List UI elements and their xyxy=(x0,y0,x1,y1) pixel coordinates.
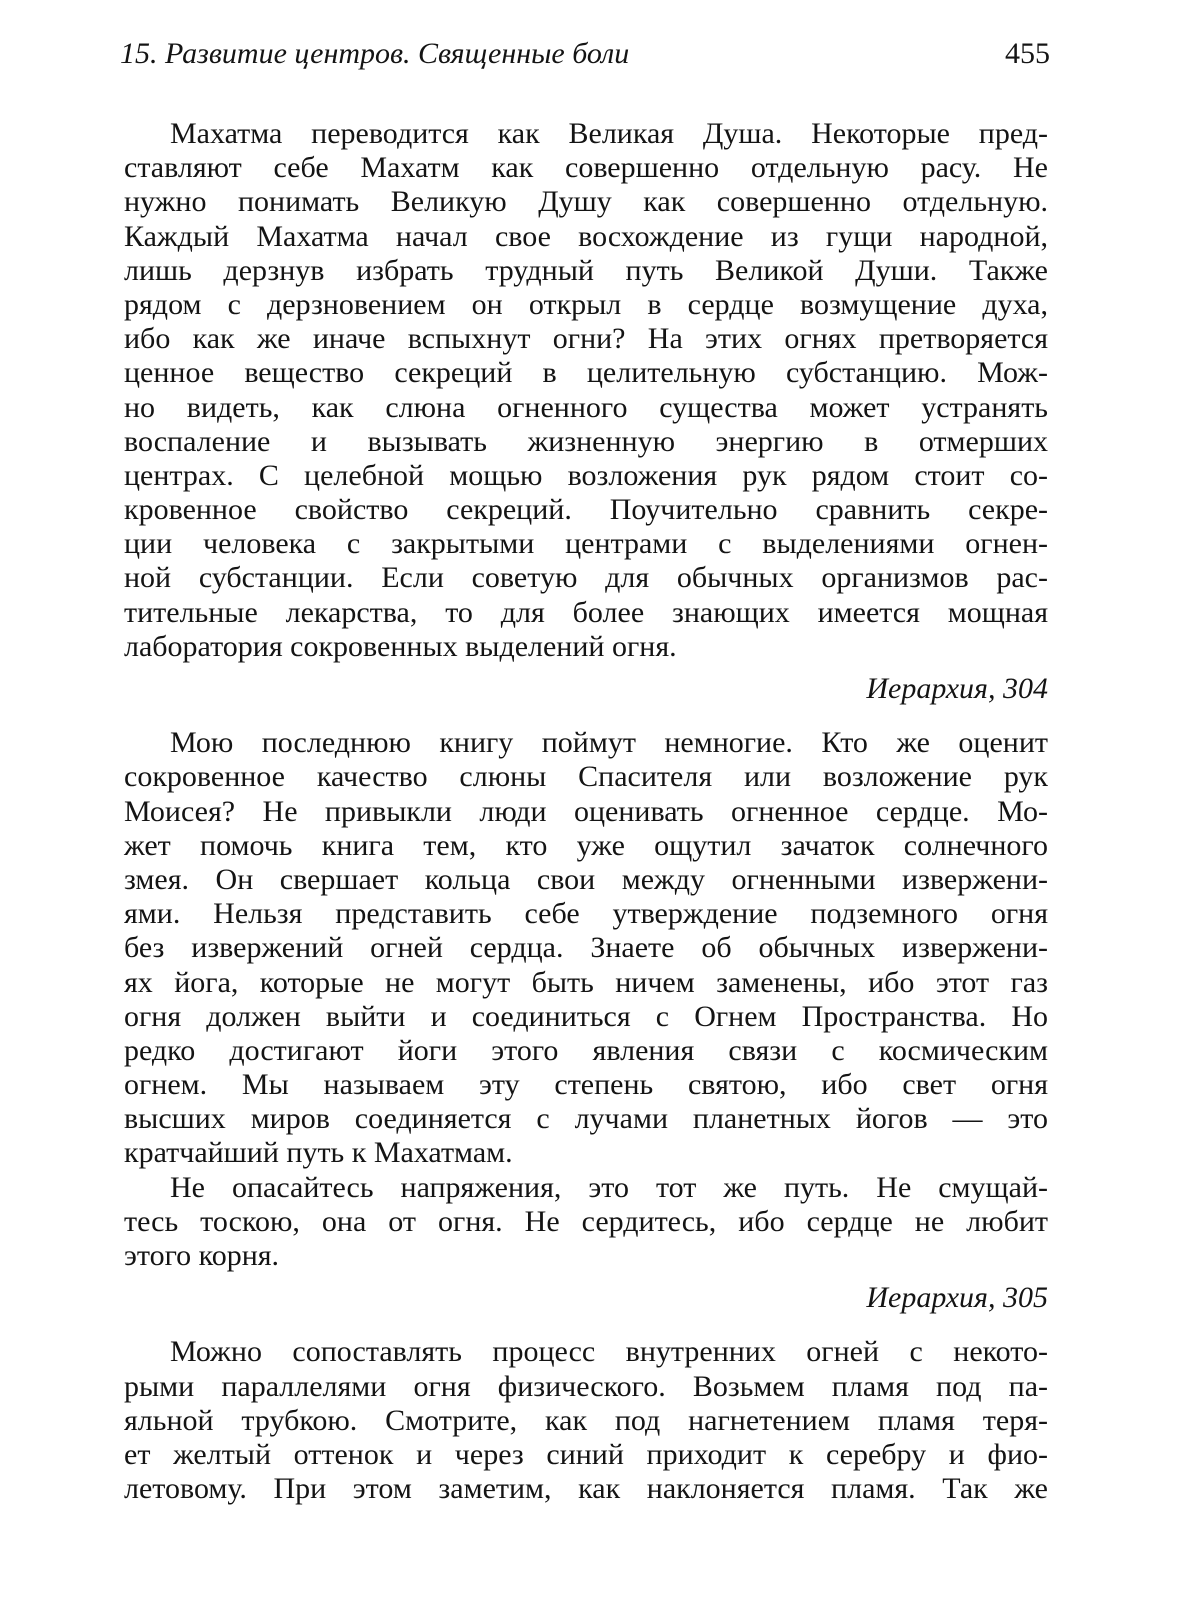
text-line: Можно сопоставлять процесс внутренних огней с некото- xyxy=(170,1335,1048,1369)
text-line: жет помочь книга тем, кто уже ощутил зачаток солнечного xyxy=(124,828,1048,862)
text-line: ции человека с закрытыми центрами с выделениями огнен- xyxy=(124,527,1048,561)
text-line: кратчайший путь к Махатмам. xyxy=(124,1136,513,1170)
text-line: ями. Нельзя представить себе утверждение подземного огня xyxy=(124,897,1048,931)
text-line: высших миров соединяется с лучами планетных йогов — это xyxy=(124,1102,1048,1136)
text-line: нужно понимать Великую Душу как совершенно отдельную. xyxy=(124,185,1048,219)
paragraph xyxy=(124,1335,1048,1506)
text-line: змея. Он свершает кольца свои между огненными извержени- xyxy=(124,862,1048,896)
section-spacer xyxy=(124,1315,1048,1335)
text-line: Моисея? Не привыкли люди оценивать огненное сердце. Мо- xyxy=(124,794,1048,828)
text-line: яльной трубкою. Смотрите, как под нагнетением пламя теря- xyxy=(124,1403,1048,1437)
text-line: Мою последнюю книгу поймут немногие. Кто же оценит xyxy=(170,726,1048,760)
text-line: воспаление и вызывать жизненную энергию в отмерших xyxy=(124,424,1048,458)
page-body xyxy=(124,117,1048,1506)
text-line: лаборатория сокровенных выделений огня. xyxy=(124,629,677,663)
text-line: редко достигают йоги этого явления связи с космическим xyxy=(124,1033,1048,1067)
text-line: центрах. С целебной мощью возложения рук рядом стоит со- xyxy=(124,458,1048,492)
text-line: ибо как же иначе вспыхнут огни? На этих огнях претворяется xyxy=(124,322,1048,356)
paragraph xyxy=(124,1171,1048,1274)
section-spacer xyxy=(124,706,1048,726)
page-header xyxy=(120,36,1050,72)
running-head: 15. Развитие центров. Священные боли xyxy=(120,37,630,70)
text-line: ценное вещество секреций в целительную субстанцию. Мож- xyxy=(124,356,1048,390)
text-line: тительные лекарства, то для более знающих имеется мощная xyxy=(124,595,1048,629)
paragraph xyxy=(124,726,1048,1170)
text-line: огня должен выйти и соединиться с Огнем Пространства. Но xyxy=(124,999,1048,1033)
text-line: огнем. Мы называем эту степень святою, ибо свет огня xyxy=(124,1068,1048,1102)
text-line: Махатма переводится как Великая Душа. Некоторые пред- xyxy=(170,117,1048,150)
text-line: кровенное свойство секреций. Поучительно сравнить секре- xyxy=(124,493,1048,527)
page-number: 455 xyxy=(1005,37,1050,70)
text-line: ной субстанции. Если советую для обычных организмов рас- xyxy=(124,561,1048,595)
text-line: Каждый Махатма начал свое восхождение из гущи народной, xyxy=(124,219,1048,253)
text-line: сокровенное качество слюны Спасителя или возложение рук xyxy=(124,760,1048,794)
source-citation: Иерархия, 304 xyxy=(866,672,1048,705)
text-line: без извержений огней сердца. Знаете об обычных извержени- xyxy=(124,931,1048,965)
text-line: ет желтый оттенок и через синий приходит к серебру и фио- xyxy=(124,1437,1048,1471)
text-line: рядом с дерзновением он открыл в сердце возмущение духа, xyxy=(124,287,1048,321)
text-line: лишь дерзнув избрать трудный путь Великой Души. Также xyxy=(124,253,1048,287)
text-line: тесь тоскою, она от огня. Не сердитесь, ибо сердце не любит xyxy=(124,1204,1048,1238)
text-line: рыми параллелями огня физического. Возьмем пламя под па- xyxy=(124,1369,1048,1403)
text-line: но видеть, как слюна огненного существа может устранять xyxy=(124,390,1048,424)
source-citation: Иерархия, 305 xyxy=(866,1281,1048,1315)
text-line: ставляют себе Махатм как совершенно отдельную расу. Не xyxy=(124,151,1048,185)
text-line: Не опасайтесь напряжения, это тот же путь. Не смущай- xyxy=(170,1170,1048,1204)
text-line: ях йога, которые не могут быть ничем заменены, ибо этот газ xyxy=(124,965,1048,999)
paragraph xyxy=(124,117,1048,664)
text-line: летовому. При этом заметим, как наклоняется пламя. Так же xyxy=(124,1472,1048,1506)
text-line: этого корня. xyxy=(124,1239,280,1272)
